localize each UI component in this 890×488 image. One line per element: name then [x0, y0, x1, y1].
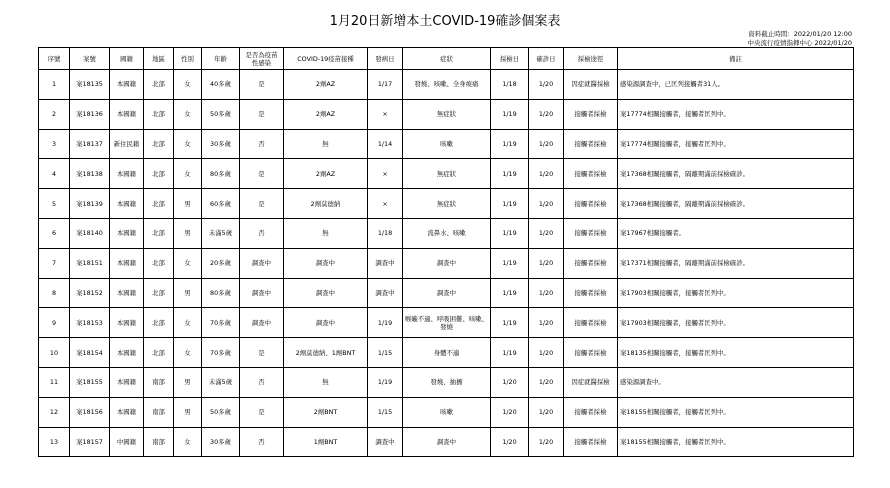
column-header: 是否為疫苗 性感染: [240, 48, 284, 70]
table-cell: 感染源調查中，已匡列接觸者31人。: [618, 70, 854, 100]
table-cell: 案18136: [70, 99, 110, 129]
table-cell: 案18152: [70, 278, 110, 308]
table-cell: 流鼻水、咳嗽: [403, 218, 491, 248]
table-cell: 女: [174, 427, 202, 457]
table-cell: 2劑BNT: [284, 397, 368, 427]
table-cell: 調查中: [368, 248, 403, 278]
table-cell: 4: [39, 159, 70, 189]
column-header: 年齡: [202, 48, 240, 70]
table-cell: 1/20: [529, 367, 564, 397]
table-cell: 50多歲: [202, 99, 240, 129]
table-cell: 1/20: [529, 129, 564, 159]
table-cell: 未滿5歲: [202, 218, 240, 248]
table-cell: 1/15: [368, 338, 403, 368]
column-header: 採檢途徑: [564, 48, 618, 70]
table-cell: 30多歲: [202, 427, 240, 457]
table-cell: 無: [284, 129, 368, 159]
table-cell: 1/20: [491, 397, 529, 427]
table-row: [39, 338, 854, 368]
table-cell: 無: [284, 218, 368, 248]
table-cell: 案17368相關接觸者，隔離期滿前採檢確診。: [618, 189, 854, 219]
table-cell: 北部: [144, 189, 174, 219]
table-cell: 1/17: [368, 70, 403, 100]
table-cell: 50多歲: [202, 397, 240, 427]
table-cell: 接觸者採檢: [564, 278, 618, 308]
table-cell: 是: [240, 189, 284, 219]
table-cell: 北部: [144, 129, 174, 159]
column-header: 國籍: [110, 48, 144, 70]
table-cell: 接觸者採檢: [564, 159, 618, 189]
column-header: 序號: [39, 48, 70, 70]
case-table: [38, 47, 854, 457]
table-cell: 北部: [144, 308, 174, 338]
table-cell: 身體不適: [403, 338, 491, 368]
table-cell: 1/19: [491, 278, 529, 308]
table-cell: 9: [39, 308, 70, 338]
table-row: [39, 308, 854, 338]
table-cell: ×: [368, 189, 403, 219]
column-header: 備註: [618, 48, 854, 70]
column-header: 症狀: [403, 48, 491, 70]
table-cell: 是: [240, 159, 284, 189]
table-cell: 1/20: [529, 99, 564, 129]
table-cell: 1/19: [491, 99, 529, 129]
table-cell: 案18139: [70, 189, 110, 219]
column-header: 確診日: [529, 48, 564, 70]
table-cell: 本國籍: [110, 278, 144, 308]
table-cell: 案17774相關接觸者，接觸者匡列中。: [618, 99, 854, 129]
table-cell: 本國籍: [110, 189, 144, 219]
table-cell: 發燒、抽搐: [403, 367, 491, 397]
table-cell: 40多歲: [202, 70, 240, 100]
table-cell: 北部: [144, 70, 174, 100]
table-row: [39, 159, 854, 189]
table-cell: 70多歲: [202, 308, 240, 338]
table-cell: 男: [174, 189, 202, 219]
table-cell: 調查中: [368, 278, 403, 308]
table-cell: 1/19: [491, 218, 529, 248]
table-cell: 案17371相關接觸者，隔離期滿前採檢確診。: [618, 248, 854, 278]
table-cell: 是: [240, 338, 284, 368]
table-cell: 案17368相關接觸者，隔離期滿前採檢確診。: [618, 159, 854, 189]
table-cell: 新住民籍: [110, 129, 144, 159]
table-row: [39, 427, 854, 457]
table-cell: 案17774相關接觸者，接觸者匡列中。: [618, 129, 854, 159]
table-cell: 本國籍: [110, 218, 144, 248]
column-header: COVID-19疫苗接種: [284, 48, 368, 70]
table-cell: 1/19: [368, 308, 403, 338]
table-cell: 7: [39, 248, 70, 278]
data-cutoff-time: 資料截止時間：2022/01/20 12:00: [748, 30, 852, 38]
table-cell: 無症狀: [403, 159, 491, 189]
table-cell: 女: [174, 159, 202, 189]
table-cell: 女: [174, 248, 202, 278]
table-cell: 本國籍: [110, 99, 144, 129]
table-cell: 女: [174, 129, 202, 159]
table-cell: 1: [39, 70, 70, 100]
table-cell: 否: [240, 129, 284, 159]
table-row: [39, 99, 854, 129]
table-cell: 80多歲: [202, 278, 240, 308]
table-cell: 本國籍: [110, 308, 144, 338]
table-cell: 接觸者採檢: [564, 427, 618, 457]
table-cell: 1/20: [529, 218, 564, 248]
table-cell: 1/20: [529, 70, 564, 100]
table-cell: 案17903相關接觸者，接觸者匡列中。: [618, 278, 854, 308]
table-cell: 男: [174, 397, 202, 427]
table-cell: 是: [240, 99, 284, 129]
table-cell: 調查中: [240, 278, 284, 308]
table-body: [39, 70, 854, 457]
table-cell: 咳嗽: [403, 129, 491, 159]
table-cell: 2: [39, 99, 70, 129]
table-row: [39, 129, 854, 159]
table-cell: 本國籍: [110, 70, 144, 100]
table-cell: 1/18: [368, 218, 403, 248]
table-cell: 80多歲: [202, 159, 240, 189]
table-cell: 1/20: [529, 278, 564, 308]
column-header: 地區: [144, 48, 174, 70]
table-cell: 1/20: [491, 427, 529, 457]
table-cell: 北部: [144, 248, 174, 278]
table-row: [39, 218, 854, 248]
data-source: 中央流行疫情指揮中心 2022/01/20: [747, 39, 852, 47]
table-cell: 喉嚨不適、呼吸困難、咳嗽、 發燒: [403, 308, 491, 338]
table-cell: 女: [174, 338, 202, 368]
table-cell: 1/20: [529, 338, 564, 368]
table-cell: 1/19: [491, 189, 529, 219]
table-cell: 南部: [144, 367, 174, 397]
table-cell: 女: [174, 70, 202, 100]
table-cell: 1/20: [529, 248, 564, 278]
table-cell: 南部: [144, 427, 174, 457]
table-cell: 1/20: [529, 189, 564, 219]
table-cell: 調查中: [284, 248, 368, 278]
table-cell: 1/19: [491, 159, 529, 189]
table-cell: 接觸者採檢: [564, 129, 618, 159]
table-cell: 接觸者採檢: [564, 338, 618, 368]
table-cell: ×: [368, 159, 403, 189]
table-cell: 女: [174, 308, 202, 338]
table-cell: 2劑AZ: [284, 70, 368, 100]
table-cell: 30多歲: [202, 129, 240, 159]
table-cell: 60多歲: [202, 189, 240, 219]
table-cell: 接觸者採檢: [564, 189, 618, 219]
table-cell: 2劑AZ: [284, 99, 368, 129]
table-cell: 接觸者採檢: [564, 218, 618, 248]
table-row: [39, 397, 854, 427]
table-cell: 調查中: [403, 248, 491, 278]
table-cell: 未滿5歲: [202, 367, 240, 397]
table-cell: 否: [240, 427, 284, 457]
table-cell: 接觸者採檢: [564, 99, 618, 129]
table-cell: 本國籍: [110, 367, 144, 397]
table-cell: 1/19: [491, 129, 529, 159]
table-cell: 2劑莫德納: [284, 189, 368, 219]
table-cell: 北部: [144, 218, 174, 248]
table-row: [39, 367, 854, 397]
table-cell: 是: [240, 70, 284, 100]
table-cell: 1/20: [491, 367, 529, 397]
table-row: [39, 248, 854, 278]
column-header: 發病日: [368, 48, 403, 70]
table-cell: 接觸者採檢: [564, 308, 618, 338]
table-cell: 1/15: [368, 397, 403, 427]
table-cell: 案18135相關接觸者，接觸者匡列中。: [618, 338, 854, 368]
table-cell: 本國籍: [110, 397, 144, 427]
column-header: 性別: [174, 48, 202, 70]
table-cell: 否: [240, 367, 284, 397]
table-cell: 咳嗽: [403, 397, 491, 427]
table-cell: 男: [174, 218, 202, 248]
report-meta: [747, 30, 852, 48]
table-cell: 2劑莫德納、1劑BNT: [284, 338, 368, 368]
table-cell: 北部: [144, 338, 174, 368]
table-row: [39, 70, 854, 100]
table-cell: 1劑BNT: [284, 427, 368, 457]
table-cell: 3: [39, 129, 70, 159]
table-cell: 調查中: [403, 427, 491, 457]
column-header: 案號: [70, 48, 110, 70]
table-cell: 案18156: [70, 397, 110, 427]
table-cell: 調查中: [403, 278, 491, 308]
table-cell: 無症狀: [403, 99, 491, 129]
table-cell: 11: [39, 367, 70, 397]
table-cell: 本國籍: [110, 338, 144, 368]
table-cell: 20多歲: [202, 248, 240, 278]
table-cell: 調查中: [240, 308, 284, 338]
table-cell: 是: [240, 397, 284, 427]
table-cell: 1/19: [368, 367, 403, 397]
table-cell: 本國籍: [110, 159, 144, 189]
table-cell: 1/20: [529, 427, 564, 457]
table-cell: 調查中: [284, 278, 368, 308]
table-cell: 接觸者採檢: [564, 248, 618, 278]
table-cell: 70多歲: [202, 338, 240, 368]
table-cell: 6: [39, 218, 70, 248]
table-cell: 案18157: [70, 427, 110, 457]
table-cell: 案18155相關接觸者，接觸者匡列中。: [618, 397, 854, 427]
table-cell: 2劑AZ: [284, 159, 368, 189]
table-cell: 案17967相關接觸者。: [618, 218, 854, 248]
table-cell: 感染源調查中。: [618, 367, 854, 397]
table-cell: 案18155相關接觸者，接觸者匡列中。: [618, 427, 854, 457]
table-cell: 案17903相關接觸者，接觸者匡列中。: [618, 308, 854, 338]
table-cell: 調查中: [284, 308, 368, 338]
table-cell: 1/19: [491, 248, 529, 278]
table-cell: 13: [39, 427, 70, 457]
table-cell: 案18153: [70, 308, 110, 338]
table-cell: 調查中: [368, 427, 403, 457]
table-cell: ×: [368, 99, 403, 129]
table-cell: 8: [39, 278, 70, 308]
table-row: [39, 278, 854, 308]
table-cell: 1/14: [368, 129, 403, 159]
table-cell: 男: [174, 367, 202, 397]
table-cell: 案18151: [70, 248, 110, 278]
table-cell: 中國籍: [110, 427, 144, 457]
table-cell: 無症狀: [403, 189, 491, 219]
table-cell: 1/20: [529, 397, 564, 427]
table-cell: 無: [284, 367, 368, 397]
table-cell: 1/19: [491, 308, 529, 338]
table-cell: 1/18: [491, 70, 529, 100]
table-cell: 本國籍: [110, 248, 144, 278]
table-cell: 發燒、咳嗽、全身痠痛: [403, 70, 491, 100]
table-cell: 5: [39, 189, 70, 219]
table-cell: 案18138: [70, 159, 110, 189]
table-cell: 12: [39, 397, 70, 427]
table-cell: 調查中: [240, 248, 284, 278]
table-cell: 北部: [144, 99, 174, 129]
table-cell: 案18154: [70, 338, 110, 368]
table-cell: 案18155: [70, 367, 110, 397]
table-cell: 北部: [144, 159, 174, 189]
column-header: 採檢日: [491, 48, 529, 70]
table-cell: 因症就醫採檢: [564, 70, 618, 100]
table-cell: 案18135: [70, 70, 110, 100]
table-cell: 接觸者採檢: [564, 397, 618, 427]
table-cell: 否: [240, 218, 284, 248]
page-title: 1月20日新增本土COVID-19確診個案表: [329, 14, 561, 29]
table-cell: 10: [39, 338, 70, 368]
table-cell: 1/19: [491, 338, 529, 368]
table-cell: 因症就醫採檢: [564, 367, 618, 397]
table-cell: 1/20: [529, 308, 564, 338]
table-cell: 1/20: [529, 159, 564, 189]
table-cell: 案18137: [70, 129, 110, 159]
table-cell: 女: [174, 99, 202, 129]
table-cell: 北部: [144, 278, 174, 308]
table-header-row: [39, 48, 854, 70]
table-cell: 南部: [144, 397, 174, 427]
table-cell: 男: [174, 278, 202, 308]
table-row: [39, 189, 854, 219]
table-cell: 案18140: [70, 218, 110, 248]
